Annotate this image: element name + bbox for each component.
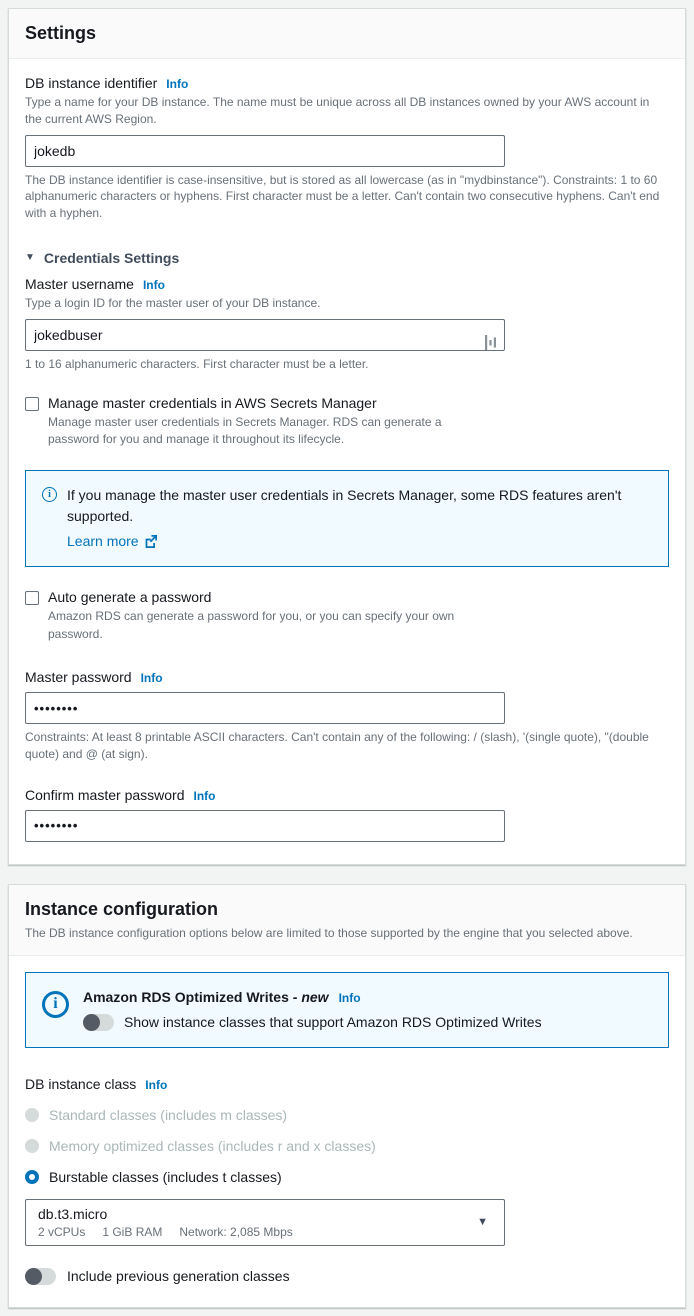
burstable-classes-radio[interactable] [25,1170,39,1184]
previous-generation-row [25,1268,669,1285]
instance-configuration-body [9,956,685,1307]
instance-configuration-description: The DB instance configuration options below are limited to those supported by the engine that you selected above. [25,925,633,940]
auto-generate-password-option [25,589,669,643]
optimized-writes-banner-content [83,989,542,1031]
master-password-info-link[interactable]: Info [140,671,163,686]
toggle-knob [83,1014,100,1031]
optimized-writes-toggle-label: Show instance classes that support Amazon RDS Optimized Writes [124,1014,542,1031]
db-instance-class-selected-option [38,1206,293,1239]
secrets-manager-alert-message: If you manage the master user credentials in Secrets Manager, some RDS features aren't supported. [67,487,622,525]
burstable-classes-label[interactable]: Burstable classes (includes t classes) [49,1168,282,1185]
secrets-manager-alert-body [67,485,652,552]
optimized-writes-toggle[interactable] [83,1014,114,1031]
spec-vcpus: 2 vCPUs [38,1224,86,1239]
autofill-bars-icon [485,335,496,350]
db-instance-identifier-info-link[interactable]: Info [166,77,189,91]
master-username-info-link[interactable]: Info [142,277,165,292]
confirm-master-password-input[interactable] [25,810,505,842]
db-instance-identifier-input[interactable] [25,135,505,167]
master-username-field [25,276,669,373]
master-password-label: Master password [25,669,132,686]
confirm-master-password-label: Confirm master password [25,786,185,803]
auto-generate-password-description: Amazon RDS can generate a password for you, or you can specify your own password. [48,609,455,641]
db-instance-identifier-description: Type a name for your DB instance. The name must be unique across all DB instances owned by your AWS account in the current AWS Region. [25,95,650,126]
optimized-writes-banner [25,972,669,1048]
master-username-description: Type a login ID for the master user of your DB instance. [25,295,321,310]
db-instance-identifier-field [25,75,669,222]
manage-secrets-description: Manage master user credentials in Secrets Manager. RDS can generate a password for you and manage it throughout its lifecycle. [48,414,442,446]
db-instance-class-field [25,1076,669,1246]
auto-generate-password-checkbox[interactable] [25,591,39,605]
info-circle-icon: i [42,487,57,502]
settings-title: Settings [25,23,97,43]
settings-card [8,8,686,865]
standard-classes-label[interactable]: Standard classes (includes m classes) [49,1106,288,1123]
auto-generate-password-label[interactable]: Auto generate a password [48,589,212,606]
db-instance-class-info-link[interactable]: Info [145,1077,168,1092]
instance-configuration-title: Instance configuration [25,898,219,919]
master-password-constraint: Constraints: At least 8 printable ASCII characters. Can't contain any of the following: / (slash), '(single quote), "(double quote) and @ (at sign). [25,730,649,761]
instance-configuration-header [9,885,685,956]
memory-optimized-classes-radio[interactable] [25,1139,39,1153]
instance-configuration-card [8,884,686,1308]
credentials-settings-section-toggle[interactable] [25,250,669,266]
learn-more-link[interactable] [67,531,157,552]
db-instance-class-label: DB instance class [25,1075,137,1092]
previous-generation-toggle[interactable] [25,1268,56,1285]
secrets-manager-alert [25,470,669,567]
learn-more-link-label: Learn more [67,533,139,550]
previous-generation-label: Include previous generation classes [67,1268,290,1285]
info-circle-icon-large: i [42,991,69,1018]
memory-optimized-classes-label[interactable]: Memory optimized classes (includes r and x classes) [49,1137,376,1154]
db-instance-class-select[interactable] [25,1199,505,1246]
optimized-writes-title: Amazon RDS Optimized Writes - new [83,988,329,1005]
radio-option-standard-classes [25,1107,669,1123]
radio-option-memory-optimized-classes [25,1138,669,1154]
master-password-field [25,669,669,763]
selected-class-name: db.t3.micro [38,1205,108,1222]
manage-secrets-label[interactable]: Manage master credentials in AWS Secrets Manager [48,394,377,411]
selected-class-specs [38,1225,293,1239]
settings-card-body [9,59,685,864]
db-instance-identifier-constraint: The DB instance identifier is case-insensitive, but is stored as all lowercase (as in "mydbinstance"). Constraints: 1 to 60 alphanumeric characters or hyphens. First character must be a letter. Can't contain two consecutive hyphens. Can't end with a hyphen. [25,172,660,221]
spec-network: Network: 2,085 Mbps [179,1224,293,1239]
credentials-settings-section-label: Credentials Settings [43,249,180,266]
confirm-master-password-field [25,787,669,842]
radio-option-burstable-classes [25,1169,669,1185]
db-instance-identifier-label: DB instance identifier [25,75,158,91]
select-caret-icon: ▼ [477,1216,488,1229]
manage-secrets-checkbox[interactable] [25,397,39,411]
master-username-constraint: 1 to 16 alphanumeric characters. First character must be a letter. [25,356,369,371]
toggle-knob [25,1268,42,1285]
caret-down-icon: ▼ [25,252,35,264]
master-username-label: Master username [25,275,134,292]
master-password-input[interactable] [25,692,505,724]
master-username-input[interactable] [25,319,505,351]
spec-ram: 1 GiB RAM [102,1224,163,1239]
optimized-writes-info-link[interactable]: Info [338,990,361,1005]
confirm-master-password-info-link[interactable]: Info [193,788,216,803]
settings-card-header [9,9,685,59]
standard-classes-radio[interactable] [25,1108,39,1122]
external-link-icon [144,535,157,548]
manage-secrets-option [25,395,669,449]
